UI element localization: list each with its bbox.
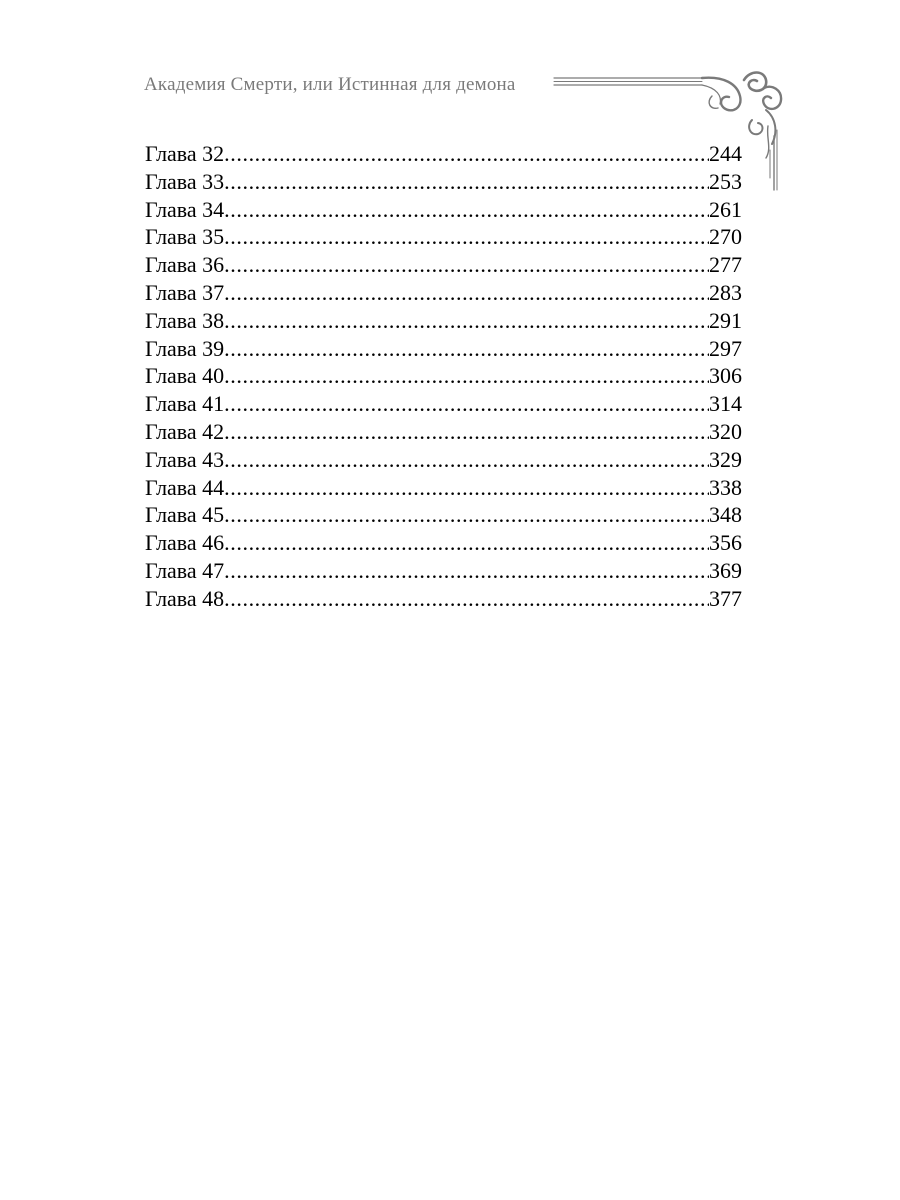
toc-entry-label: Глава 36 [145, 252, 225, 278]
toc-entry[interactable] [145, 251, 742, 279]
toc-entry-page-number: 377 [709, 585, 742, 611]
toc-entry-label: Глава 45 [145, 502, 225, 528]
toc-entry-page-number: 261 [709, 196, 742, 222]
toc-entry-label: Глава 33 [145, 168, 225, 194]
toc-dot-leader [224, 140, 709, 168]
toc-dot-leader [224, 501, 709, 529]
toc-entry-label: Глава 35 [145, 224, 225, 250]
toc-entry[interactable] [145, 307, 742, 335]
running-header-title: Академия Смерти, или Истинная для демона [144, 74, 516, 95]
toc-entry-page-number: 277 [709, 252, 742, 278]
toc-dot-leader [224, 446, 709, 474]
toc-dot-leader [224, 335, 709, 363]
toc-entry-label: Глава 39 [145, 335, 225, 361]
toc-entry[interactable] [145, 446, 742, 474]
toc-entry-page-number: 320 [709, 418, 742, 444]
toc-dot-leader [224, 279, 709, 307]
toc-entry-page-number: 314 [709, 391, 742, 417]
toc-dot-leader [224, 557, 709, 585]
toc-entry[interactable] [145, 362, 742, 390]
toc-entry-label: Глава 41 [145, 391, 225, 417]
toc-entry-page-number: 348 [709, 502, 742, 528]
toc-entry[interactable] [145, 529, 742, 557]
toc-entry-page-number: 291 [709, 307, 742, 333]
toc-entry-page-number: 329 [709, 446, 742, 472]
toc-entry[interactable] [145, 557, 742, 585]
toc-entry-label: Глава 44 [145, 474, 225, 500]
toc-entry[interactable] [145, 140, 742, 168]
toc-dot-leader [224, 196, 709, 224]
toc-dot-leader [224, 362, 709, 390]
table-of-contents [145, 140, 742, 613]
toc-entry-page-number: 338 [709, 474, 742, 500]
toc-entry-page-number: 253 [709, 168, 742, 194]
toc-entry-label: Глава 37 [145, 279, 225, 305]
toc-entry-label: Глава 43 [145, 446, 225, 472]
toc-entry-label: Глава 46 [145, 530, 225, 556]
toc-dot-leader [224, 251, 709, 279]
toc-entry[interactable] [145, 474, 742, 502]
toc-dot-leader [224, 474, 709, 502]
toc-entry-label: Глава 34 [145, 196, 225, 222]
toc-dot-leader [224, 223, 709, 251]
toc-dot-leader [224, 307, 709, 335]
toc-entry[interactable] [145, 279, 742, 307]
toc-entry[interactable] [145, 585, 742, 613]
toc-entry-page-number: 356 [709, 530, 742, 556]
toc-entry-page-number: 283 [709, 279, 742, 305]
toc-entry-label: Глава 48 [145, 585, 225, 611]
toc-entry-label: Глава 38 [145, 307, 225, 333]
toc-entry[interactable] [145, 168, 742, 196]
toc-entry-label: Глава 32 [145, 141, 225, 166]
toc-dot-leader [224, 529, 709, 557]
toc-entry[interactable] [145, 196, 742, 224]
toc-dot-leader [224, 168, 709, 196]
toc-dot-leader [224, 390, 709, 418]
toc-entry-page-number: 297 [709, 335, 742, 361]
toc-entry-label: Глава 40 [145, 363, 225, 389]
toc-entry-page-number: 244 [709, 141, 742, 166]
toc-entry-label: Глава 47 [145, 557, 225, 583]
toc-dot-leader [224, 585, 709, 613]
toc-entry[interactable] [145, 501, 742, 529]
toc-entry[interactable] [145, 335, 742, 363]
toc-entry-label: Глава 42 [145, 418, 225, 444]
toc-entry-page-number: 369 [709, 557, 742, 583]
toc-entry-page-number: 270 [709, 224, 742, 250]
toc-dot-leader [224, 418, 709, 446]
toc-entry[interactable] [145, 223, 742, 251]
toc-entry[interactable] [145, 390, 742, 418]
toc-entry-page-number: 306 [709, 363, 742, 389]
toc-entry[interactable] [145, 418, 742, 446]
